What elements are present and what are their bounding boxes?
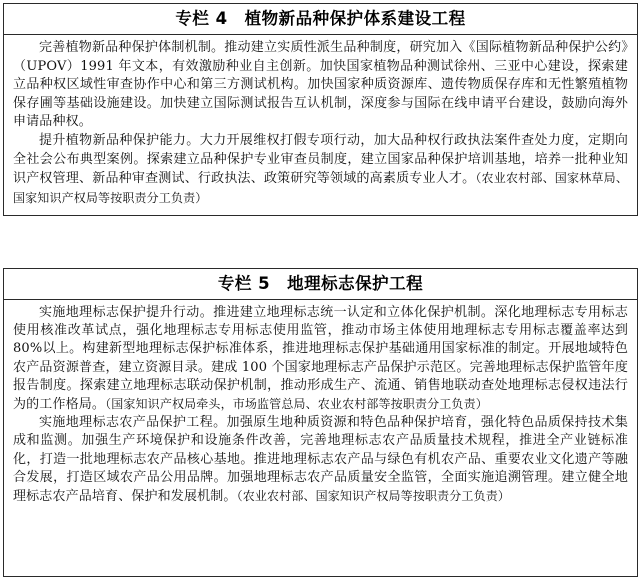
column-4-body [4, 35, 637, 208]
column-5-responsibility-note-2: （农业农村部、国家知识产权局等按职责分工负责） [236, 489, 511, 504]
column-4-paragraph-2-text: 提升植物新品种保护能力。大力开展维权打假专项行动，加大品种权行政执法案件查处力度，定期向全社会公布典型案例。探索建立品种保护专业审查员制度，建立国家品种保护培训基地，培养一批种业知识产权管理、新品种审查测试、行政执法、政策研究等领域的高素质专业人才。 [13, 132, 628, 187]
column-4-responsibility-note: （农业农村部、国家林草局、国家知识产权局等按职责分工负责） [13, 171, 628, 205]
column-5-paragraph-2-text: 实施地理标志农产品保护工程。加强原生地种质资源和特色品种保护培育，强化特色品质保持技术集成和监测。加强生产环境保护和设施条件改善，完善地理标志农产品质量技术规程，推进全产业链标准化，打造一批地理标志农产品核心基地。推进地理标志农产品与绿色有机农产品、重要农业文化遗产等融合发展，打造区域农产品公用品牌。加强地理标志农产品质量安全监管，全面实施追溯管理。建立健全地理标志农产品培育、保护和发展机制。 [13, 415, 628, 505]
column-5-paragraph-2 [13, 414, 628, 506]
column-box-4 [3, 3, 638, 216]
column-5-responsibility-note-1: （国家知识产权局牵头，市场监管总局、农业农村部等按职责分工负责） [105, 397, 488, 412]
column-5-title: 专栏 5 地理标志保护工程 [4, 269, 637, 300]
column-box-5 [3, 268, 638, 577]
column-5-body [4, 300, 637, 506]
column-4-paragraph-1 [13, 39, 628, 132]
column-4-paragraph-1-text: 完善植物新品种保护体制机制。推动建立实质性派生品种制度，研究加入《国际植物新品种保护公约》（UPOV）1991 年文本，有效激励种业自主创新。加快国家植物品种测试徐州、三亚中心建设，探索建立品种权区域性审查协作中心和第三方测试机构。加快国家种质资源库、遗传物质保存库和无性繁殖植物保存圃等基础设施建设。加快建立国际测试报告互认机制，深度参与国际在线申请平台建设，鼓励向海外申请品种权。 [13, 40, 628, 130]
column-4-title: 专栏 4 植物新品种保护体系建设工程 [4, 4, 637, 35]
column-4-paragraph-2 [13, 132, 628, 208]
column-5-paragraph-1 [13, 304, 628, 414]
column-5-paragraph-1-text: 实施地理标志保护提升行动。推进建立地理标志统一认定和立体化保护机制。深化地理标志专用标志使用核准改革试点，强化地理标志专用标志使用监管，推动市场主体使用地理标志专用标志覆盖率达到 80%以上。构建新型地理标志保护标准体系，推进地理标志保护基础通用国家标准的制定。开展地域特色农产品资源普查，建立资源目录。建成 100 个国家地理标志产品保护示范区。完善地理标志保护监管年度报告制度。探索建立地理标志联动保护机制，推动形成生产、流通、销售地联动查处地理标志侵权违法行为的工作格局。 [13, 305, 628, 413]
